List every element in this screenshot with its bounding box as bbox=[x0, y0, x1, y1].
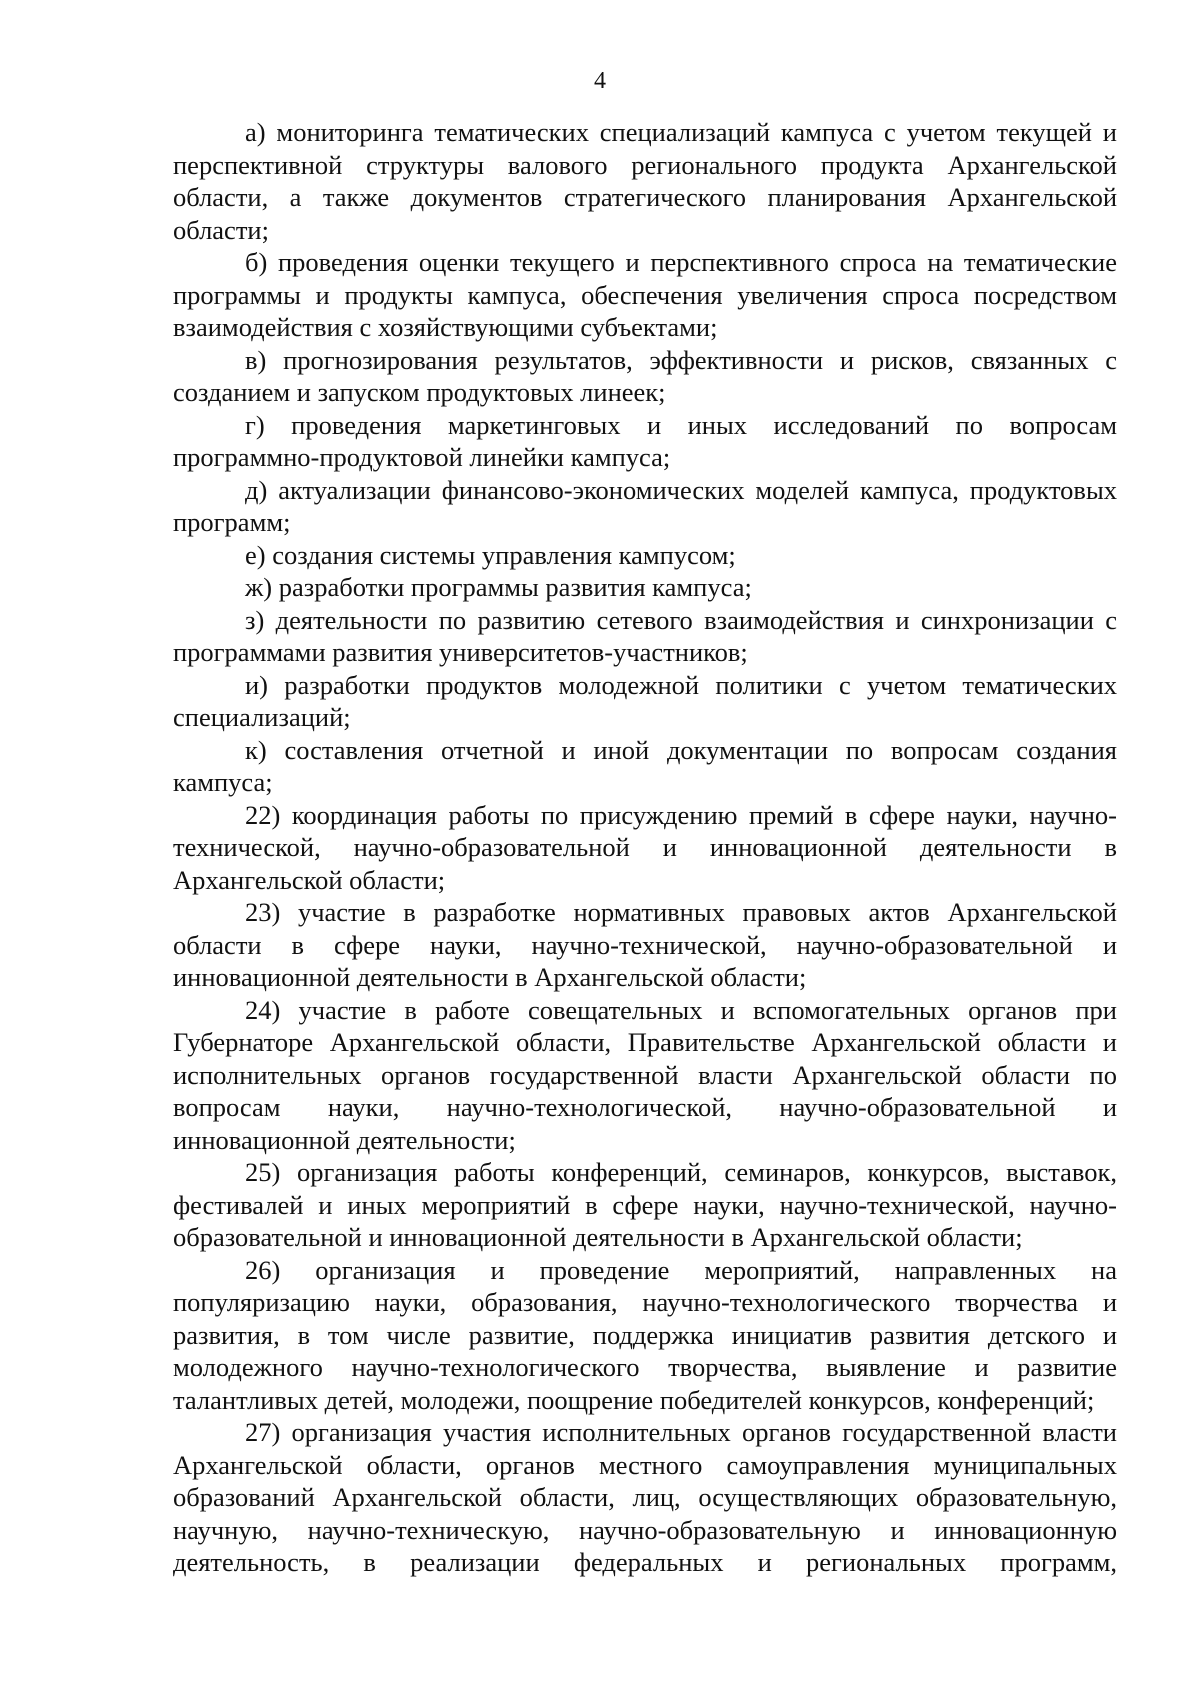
paragraph-a: а) мониторинга тематических специализаций кампуса с учетом текущей и перспективной структуры валового регионального продукта Архангельской области, а также документов стратегического планирования Архангельской области; bbox=[173, 117, 1117, 245]
paragraph-g: г) проведения маркетинговых и иных исследований по вопросам программно-продуктовой линейки кампуса; bbox=[173, 409, 1117, 472]
paragraph-z: з) деятельности по развитию сетевого взаимодействия и синхронизации с программами развития университетов-участников; bbox=[173, 604, 1117, 667]
paragraph-v: в) прогнозирования результатов, эффективности и рисков, связанных с созданием и запуском продуктовых линеек; bbox=[173, 344, 1117, 407]
paragraph-k: к) составления отчетной и иной документации по вопросам создания кампуса; bbox=[173, 734, 1117, 797]
paragraph-d: д) актуализации финансово-экономических моделей кампуса, продуктовых программ; bbox=[173, 474, 1117, 537]
paragraph-26: 26) организация и проведение мероприятий, направленных на популяризацию науки, образования, научно-технологического творчества и развития, в том числе развитие, поддержка инициатив развития детского и молодежного научно-технологического творчества, выявление и развитие талантливых детей, молодежи, поощрение победителей конкурсов, конференций; bbox=[173, 1254, 1117, 1415]
paragraph-i: и) разработки продуктов молодежной политики с учетом тематических специализаций; bbox=[173, 669, 1117, 732]
paragraph-27: 27) организация участия исполнительных органов государственной власти Архангельской области, органов местного самоуправления муниципальных образований Архангельской области, лиц, осуществляющих образовательную, научную, научно-техническую, научно-образовательную и инновационную деятельность, в реализации федеральных и региональных программ, bbox=[173, 1417, 1117, 1577]
paragraph-23: 23) участие в разработке нормативных правовых актов Архангельской области в сфере науки, научно-технической, научно-образовательной и инновационной деятельности в Архангельской области; bbox=[173, 897, 1117, 992]
page-number: 4 bbox=[594, 68, 606, 94]
paragraph-zh: ж) разработки программы развития кампуса; bbox=[245, 572, 752, 602]
document-body bbox=[173, 116, 1117, 1579]
paragraph-b: б) проведения оценки текущего и перспективного спроса на тематические программы и продукты кампуса, обеспечения увеличения спроса посредством взаимодействия с хозяйствующими субъектами; bbox=[173, 247, 1117, 342]
paragraph-22: 22) координация работы по присуждению премий в сфере науки, научно-технической, научно-образовательной и инновационной деятельности в Архангельской области; bbox=[173, 799, 1117, 895]
paragraph-24: 24) участие в работе совещательных и вспомогательных органов при Губернаторе Архангельской области, Правительстве Архангельской области и исполнительных органов государственной власти Архангельской области по вопросам науки, научно-технологической, научно-образовательной и инновационной деятельности; bbox=[173, 994, 1117, 1155]
paragraph-e: е) создания системы управления кампусом; bbox=[245, 539, 736, 570]
paragraph-25: 25) организация работы конференций, семинаров, конкурсов, выставок, фестивалей и иных мероприятий в сфере науки, научно-технической, научно-образовательной и инновационной деятельности в Архангельской области; bbox=[173, 1157, 1117, 1252]
